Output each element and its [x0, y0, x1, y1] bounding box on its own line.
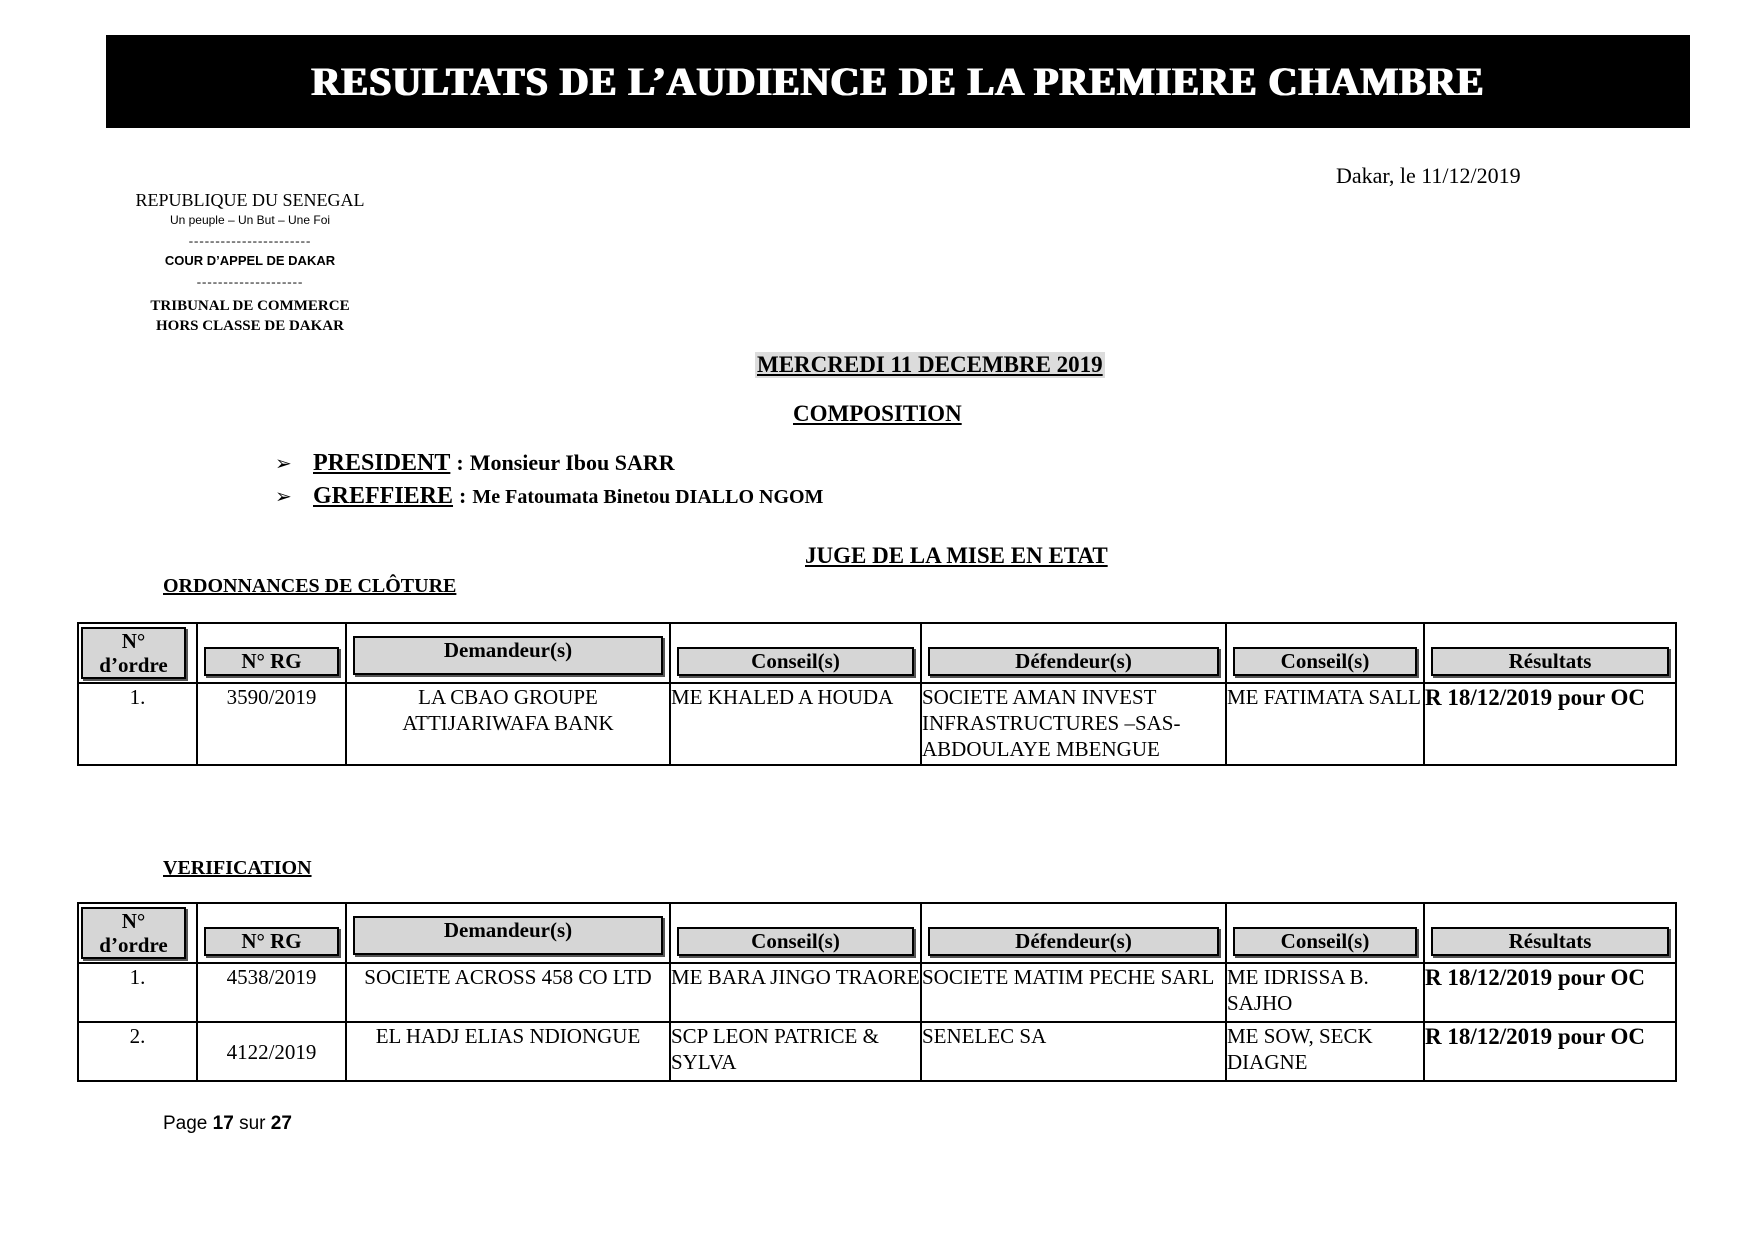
- table-header-row: [78, 903, 1676, 963]
- greffiere-line: [275, 483, 823, 510]
- president-name: Monsieur Ibou SARR: [469, 450, 675, 475]
- table-row: [78, 683, 1676, 765]
- court-name: COUR D’APPEL DE DAKAR: [164, 253, 336, 268]
- cloture-table: [77, 622, 1677, 766]
- order-cell: 1.: [78, 683, 197, 765]
- footer-middle: sur: [239, 1113, 266, 1134]
- banner-title: RESULTATS DE L’AUDIENCE DE LA PREMIERE CHAMBRE: [311, 59, 1485, 104]
- demandeur-cell: EL HADJ ELIAS NDIONGUE: [346, 1022, 670, 1081]
- greffiere-label: GREFFIERE: [313, 483, 454, 509]
- section-title-verification: VERIFICATION: [163, 857, 312, 879]
- tribunal-line: TRIBUNAL DE COMMERCE: [150, 298, 350, 314]
- column-header-conseil: Conseil(s): [670, 623, 921, 683]
- conseil-cell: ME BARA JINGO TRAORE: [670, 963, 921, 1022]
- table-header-row: [78, 623, 1676, 683]
- conseil-cell: ME KHALED A HOUDA: [670, 683, 921, 765]
- republic-name: REPUBLIQUE DU SENEGAL: [135, 190, 365, 210]
- column-header-rg: N° RG: [197, 903, 346, 963]
- column-header-defendeur: Défendeur(s): [921, 903, 1226, 963]
- tribunal-line: HORS CLASSE DE DAKAR: [156, 318, 344, 334]
- column-header-defendeur: Défendeur(s): [921, 623, 1226, 683]
- hearing-date-title: MERCREDI 11 DECEMBRE 2019: [757, 352, 1103, 377]
- order-header-line: d’ordre: [99, 933, 168, 957]
- president-label: PRESIDENT: [313, 450, 451, 476]
- resultat-cell: R 18/12/2019 pour OC: [1424, 1022, 1676, 1081]
- resultat-cell: R 18/12/2019 pour OC: [1424, 963, 1676, 1022]
- column-header-conseil2: Conseil(s): [1226, 903, 1424, 963]
- verification-table: [77, 902, 1677, 1082]
- president-line: [275, 450, 675, 477]
- rg-cell: 4122/2019: [197, 1022, 346, 1081]
- header-separator: --------------------: [196, 274, 304, 289]
- column-header-conseil2: Conseil(s): [1226, 623, 1424, 683]
- role-separator: :: [459, 483, 467, 508]
- column-header-demandeur: Demandeur(s): [346, 903, 670, 963]
- column-header-order: [78, 903, 197, 963]
- rg-cell: 4538/2019: [197, 963, 346, 1022]
- defendeur-cell: SENELEC SA: [921, 1022, 1226, 1081]
- defendeur-cell: SOCIETE MATIM PECHE SARL: [921, 963, 1226, 1022]
- header-separator: -----------------------: [188, 233, 312, 248]
- order-cell: 2.: [78, 1022, 197, 1081]
- national-motto: Un peuple – Un But – Une Foi: [169, 213, 331, 227]
- resultat-cell: R 18/12/2019 pour OC: [1424, 683, 1676, 765]
- demandeur-cell: SOCIETE ACROSS 458 CO LTD: [346, 963, 670, 1022]
- column-header-rg: N° RG: [197, 623, 346, 683]
- arrow-bullet-icon: ➢: [275, 484, 292, 508]
- order-header-line: N°: [121, 909, 146, 933]
- composition-title: COMPOSITION: [793, 401, 962, 426]
- table-row: [78, 963, 1676, 1022]
- conseil2-cell: ME FATIMATA SALL: [1226, 683, 1424, 765]
- conseil-cell: SCP LEON PATRICE & SYLVA: [670, 1022, 921, 1081]
- date-line: Dakar, le 11/12/2019: [1336, 163, 1521, 188]
- defendeur-cell: SOCIETE AMAN INVEST INFRASTRUCTURES –SAS- ABDOULAYE MBENGUE: [921, 683, 1226, 765]
- column-header-order: [78, 623, 197, 683]
- rg-cell: 3590/2019: [197, 683, 346, 765]
- total-page-count: 27: [270, 1113, 292, 1134]
- page-footer: [163, 1113, 292, 1135]
- court-header: [110, 190, 390, 336]
- order-header-line: d’ordre: [99, 653, 168, 677]
- page-banner: [106, 35, 1690, 128]
- current-page-number: 17: [212, 1113, 234, 1134]
- tribunal-name: [110, 296, 390, 336]
- role-separator: :: [456, 450, 464, 475]
- order-header-line: N°: [121, 629, 146, 653]
- column-header-resultats: Résultats: [1424, 623, 1676, 683]
- order-cell: 1.: [78, 963, 197, 1022]
- column-header-resultats: Résultats: [1424, 903, 1676, 963]
- conseil2-cell: ME SOW, SECK DIAGNE: [1226, 1022, 1424, 1081]
- juge-title: JUGE DE LA MISE EN ETAT: [805, 543, 1108, 568]
- footer-prefix: Page: [163, 1113, 208, 1134]
- table-row: [78, 1022, 1676, 1081]
- column-header-demandeur: Demandeur(s): [346, 623, 670, 683]
- demandeur-cell: LA CBAO GROUPE ATTIJARIWAFA BANK: [346, 683, 670, 765]
- column-header-conseil: Conseil(s): [670, 903, 921, 963]
- greffiere-name: Me Fatoumata Binetou DIALLO NGOM: [472, 486, 824, 508]
- arrow-bullet-icon: ➢: [275, 451, 292, 475]
- conseil2-cell: ME IDRISSA B. SAJHO: [1226, 963, 1424, 1022]
- section-title-cloture: ORDONNANCES DE CLÔTURE: [163, 575, 457, 597]
